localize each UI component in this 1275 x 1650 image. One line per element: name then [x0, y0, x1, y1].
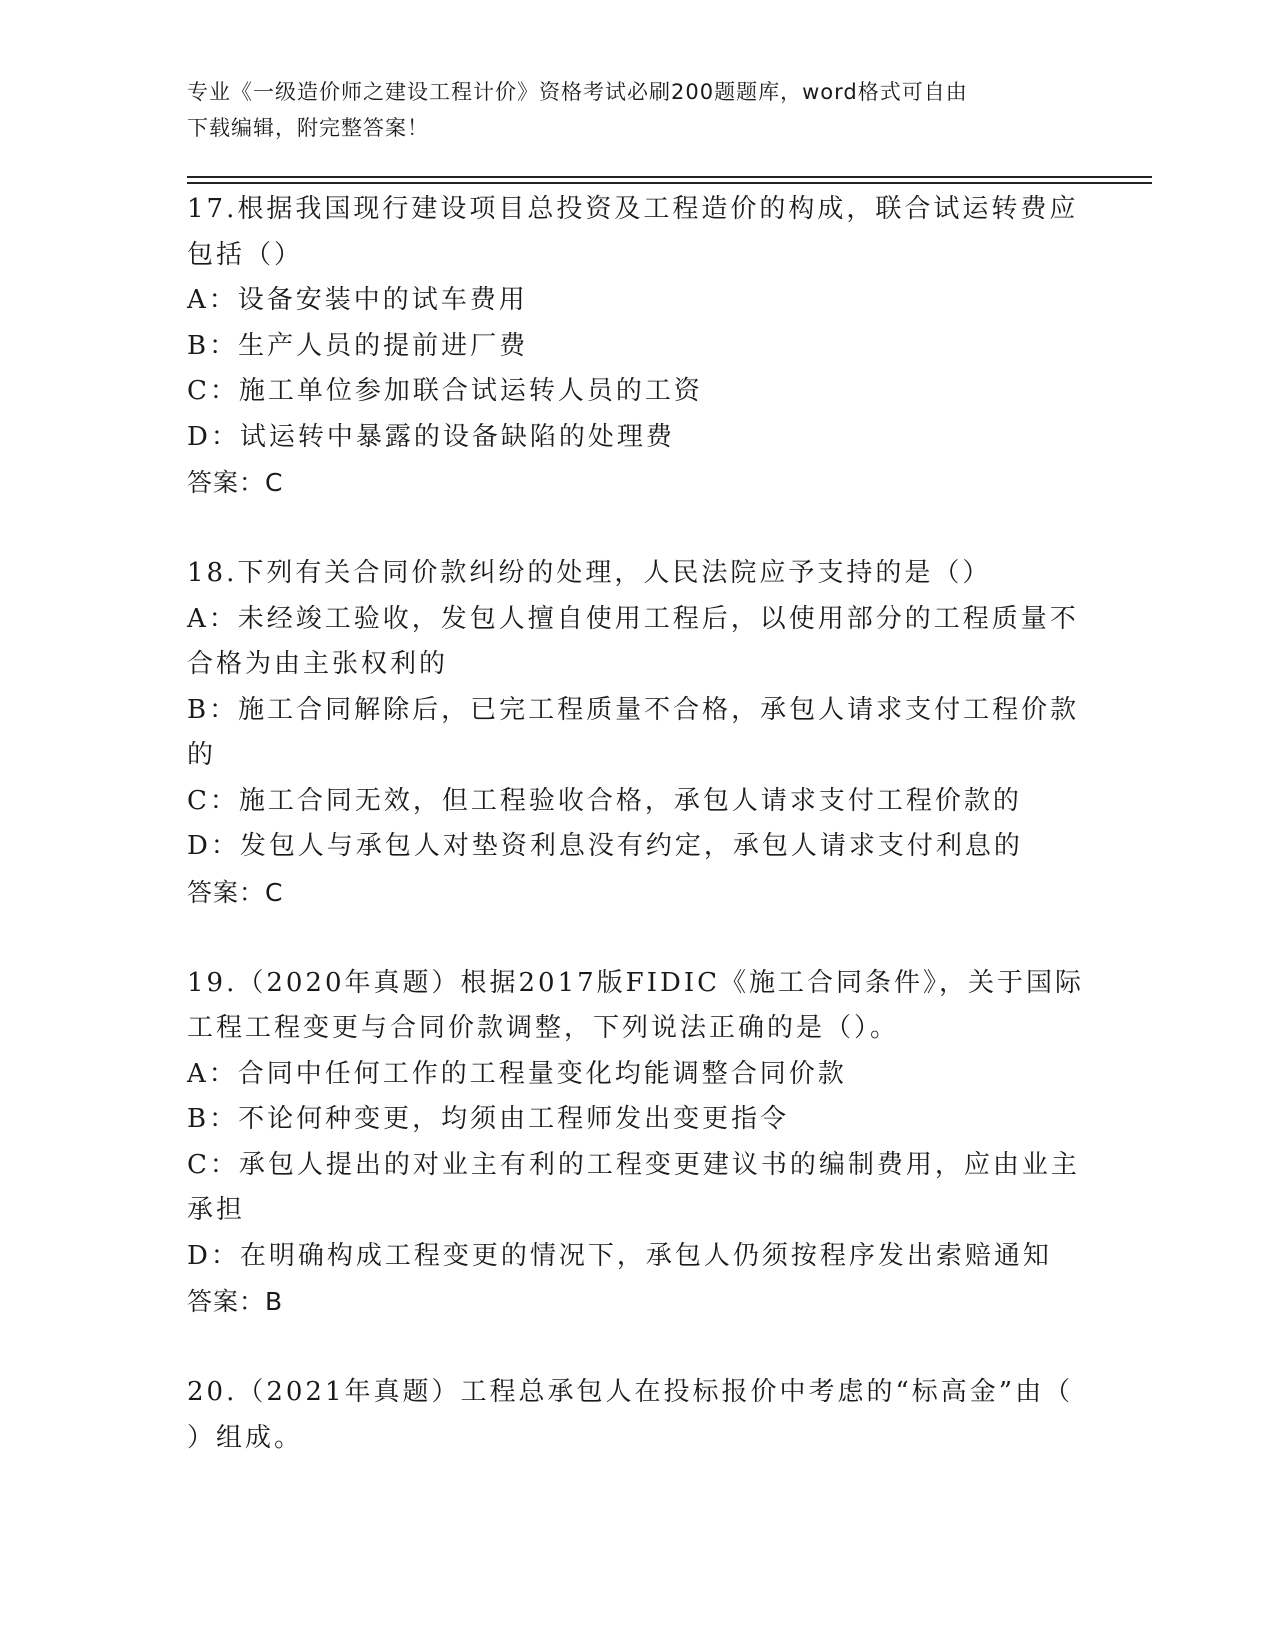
question-stem: 17.根据我国现行建设项目总投资及工程造价的构成，联合试运转费应: [187, 194, 1079, 224]
option-a-continued: 合格为由主张权利的: [187, 649, 449, 679]
option-c: C：施工单位参加联合试运转人员的工资: [187, 376, 703, 406]
header-line-2: 下载编辑，附完整答案！: [187, 116, 429, 140]
option-b: B：施工合同解除后，已完工程质量不合格，承包人请求支付工程价款: [187, 694, 1080, 725]
spacer: [187, 915, 1067, 961]
question-18: [187, 551, 1080, 915]
question-stem: ）组成。: [187, 1422, 304, 1453]
header-divider-top: [187, 176, 1152, 178]
question-stem: 包括（）: [187, 239, 304, 270]
option-a: A：设备安装中的试车费用: [187, 285, 528, 315]
question-list: [187, 187, 1085, 1461]
option-a: A：合同中任何工作的工程量变化均能调整合同价款: [187, 1058, 847, 1089]
option-d: D：试运转中暴露的设备缺陷的处理费: [187, 421, 675, 452]
question-19: [187, 961, 1085, 1325]
spacer: [187, 1325, 1067, 1371]
document-header: [187, 74, 1067, 146]
answer: 答案：B: [187, 1287, 284, 1316]
answer: 答案：C: [187, 877, 284, 907]
spacer: [187, 506, 1067, 552]
question-stem: 18.下列有关合同价款纠纷的处理，人民法院应予支持的是（）: [187, 558, 992, 588]
option-b: B：不论何种变更，均须由工程师发出变更指令: [187, 1104, 790, 1134]
option-c: C：承包人提出的对业主有利的工程变更建议书的编制费用，应由业主: [187, 1149, 1080, 1180]
header-line-1: 专业《一级造价师之建设工程计价》资格考试必刷200题题库，word格式可自由: [187, 80, 968, 104]
question-stem: 19.（2020年真题）根据2017版FIDIC《施工合同条件》，关于国际: [187, 967, 1085, 998]
answer: 答案：C: [187, 468, 284, 497]
option-a: A：未经竣工验收，发包人擅自使用工程后，以使用部分的工程质量不: [187, 603, 1079, 634]
header-divider-bottom: [187, 182, 1152, 184]
option-c: C：施工合同无效，但工程验收合格，承包人请求支付工程价款的: [187, 785, 1022, 816]
question-20: [187, 1370, 1074, 1461]
question-stem: 20.（2021年真题）工程总承包人在投标报价中考虑的“标高金”由（: [187, 1377, 1074, 1407]
question-stem: 工程工程变更与合同价款调整，下列说法正确的是（）。: [187, 1013, 900, 1043]
option-d: D：在明确构成工程变更的情况下，承包人仍须按程序发出索赔通知: [187, 1240, 1052, 1271]
option-b: B：生产人员的提前进厂费: [187, 330, 529, 361]
option-b-continued: 的: [187, 740, 217, 770]
question-17: [187, 187, 1079, 506]
option-c-continued: 承担: [187, 1195, 246, 1225]
option-d: D：发包人与承包人对垫资利息没有约定，承包人请求支付利息的: [187, 831, 1023, 861]
